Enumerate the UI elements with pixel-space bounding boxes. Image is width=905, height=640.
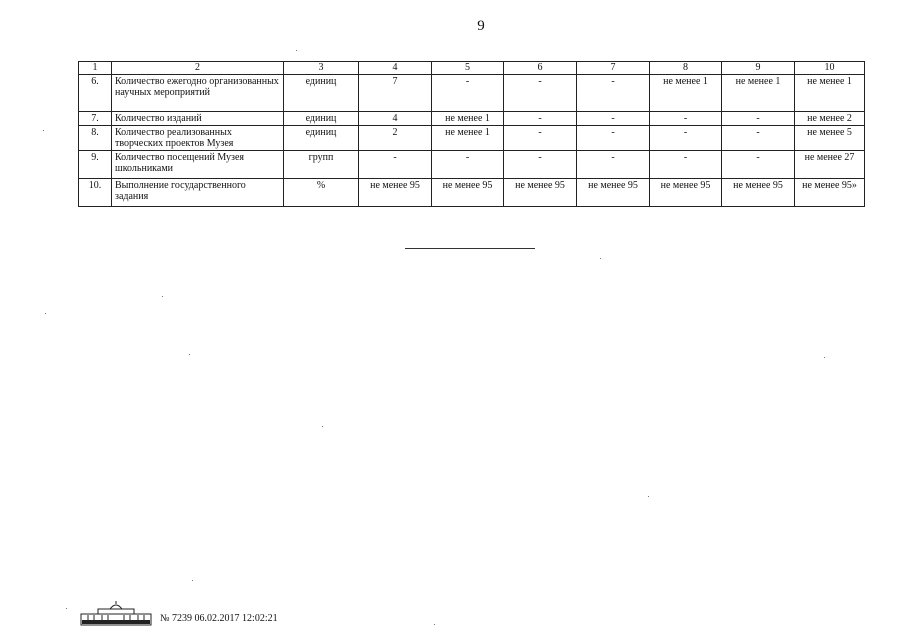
value-cell: 7 bbox=[359, 75, 432, 112]
column-header: 1 bbox=[79, 62, 112, 75]
unit-cell: групп bbox=[284, 151, 359, 179]
scan-speck bbox=[189, 354, 190, 355]
value-cell: - bbox=[359, 151, 432, 179]
row-number: 10. bbox=[79, 179, 112, 207]
table-row bbox=[79, 112, 865, 126]
table-row bbox=[79, 126, 865, 151]
scan-speck bbox=[322, 426, 323, 427]
value-cell: не менее 95» bbox=[795, 179, 865, 207]
value-cell: - bbox=[504, 126, 577, 151]
row-number: 8. bbox=[79, 126, 112, 151]
column-header: 5 bbox=[432, 62, 504, 75]
scan-speck bbox=[66, 608, 67, 609]
scan-speck bbox=[296, 50, 297, 51]
closing-rule bbox=[405, 248, 535, 249]
value-cell: - bbox=[504, 112, 577, 126]
value-cell: - bbox=[577, 126, 650, 151]
value-cell: - bbox=[504, 75, 577, 112]
value-cell: не менее 1 bbox=[432, 126, 504, 151]
column-header: 9 bbox=[722, 62, 795, 75]
value-cell: не менее 1 bbox=[432, 112, 504, 126]
page-number: 9 bbox=[477, 18, 485, 34]
scan-speck bbox=[192, 580, 193, 581]
column-header: 10 bbox=[795, 62, 865, 75]
unit-cell: единиц bbox=[284, 112, 359, 126]
value-cell: не менее 95 bbox=[504, 179, 577, 207]
table-row bbox=[79, 179, 865, 207]
unit-cell: единиц bbox=[284, 126, 359, 151]
column-header: 3 bbox=[284, 62, 359, 75]
row-number: 6. bbox=[79, 75, 112, 112]
value-cell: 2 bbox=[359, 126, 432, 151]
value-cell: - bbox=[577, 112, 650, 126]
unit-cell: единиц bbox=[284, 75, 359, 112]
value-cell: - bbox=[504, 151, 577, 179]
table-header-row bbox=[79, 62, 865, 75]
table-row bbox=[79, 151, 865, 179]
indicator-name: Количество реализованных творческих проектов Музея bbox=[112, 126, 284, 151]
value-cell: не менее 1 bbox=[650, 75, 722, 112]
scan-speck bbox=[824, 357, 825, 358]
building-seal-icon bbox=[80, 600, 152, 626]
value-cell: не менее 95 bbox=[432, 179, 504, 207]
indicator-name: Количество посещений Музея школьниками bbox=[112, 151, 284, 179]
row-number: 7. bbox=[79, 112, 112, 126]
scan-speck bbox=[43, 130, 44, 131]
column-header: 6 bbox=[504, 62, 577, 75]
column-header: 4 bbox=[359, 62, 432, 75]
scan-speck bbox=[600, 258, 601, 259]
value-cell: - bbox=[577, 75, 650, 112]
scan-speck bbox=[45, 313, 46, 314]
value-cell: - bbox=[650, 112, 722, 126]
footer-stamp bbox=[80, 600, 278, 626]
value-cell: не менее 2 bbox=[795, 112, 865, 126]
value-cell: - bbox=[722, 151, 795, 179]
value-cell: не менее 5 bbox=[795, 126, 865, 151]
value-cell: - bbox=[577, 151, 650, 179]
scan-speck bbox=[162, 296, 163, 297]
value-cell: - bbox=[722, 112, 795, 126]
indicators-table bbox=[78, 61, 865, 207]
value-cell: не менее 95 bbox=[577, 179, 650, 207]
column-header: 8 bbox=[650, 62, 722, 75]
value-cell: не менее 1 bbox=[795, 75, 865, 112]
value-cell: не менее 27 bbox=[795, 151, 865, 179]
scan-speck bbox=[648, 496, 649, 497]
unit-cell: % bbox=[284, 179, 359, 207]
row-number: 9. bbox=[79, 151, 112, 179]
value-cell: - bbox=[650, 126, 722, 151]
scan-speck bbox=[434, 624, 435, 625]
registration-stamp: № 7239 06.02.2017 12:02:21 bbox=[160, 613, 278, 624]
indicator-name: Количество изданий bbox=[112, 112, 284, 126]
value-cell: - bbox=[650, 151, 722, 179]
column-header: 2 bbox=[112, 62, 284, 75]
value-cell: - bbox=[432, 151, 504, 179]
indicator-name: Выполнение государственного задания bbox=[112, 179, 284, 207]
value-cell: - bbox=[722, 126, 795, 151]
value-cell: не менее 95 bbox=[359, 179, 432, 207]
value-cell: не менее 95 bbox=[722, 179, 795, 207]
table-row bbox=[79, 75, 865, 112]
value-cell: не менее 95 bbox=[650, 179, 722, 207]
value-cell: - bbox=[432, 75, 504, 112]
indicator-name: Количество ежегодно организованных научных мероприятий bbox=[112, 75, 284, 112]
value-cell: не менее 1 bbox=[722, 75, 795, 112]
column-header: 7 bbox=[577, 62, 650, 75]
value-cell: 4 bbox=[359, 112, 432, 126]
